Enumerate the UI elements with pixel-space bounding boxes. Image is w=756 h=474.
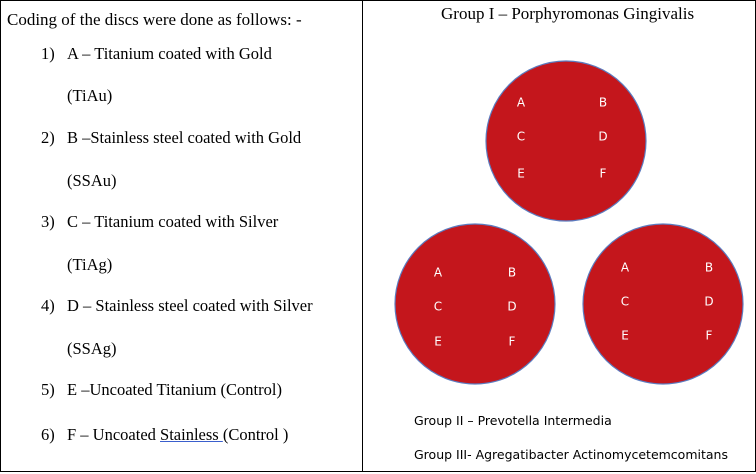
disc-label-d: D — [598, 129, 608, 144]
disc-label-a: A — [620, 260, 630, 275]
item-text: C – Titanium coated with Silver — [67, 212, 279, 231]
item-code: (TiAu) — [67, 86, 113, 105]
disc-label-c: C — [433, 299, 443, 314]
disc-diagram — [363, 1, 755, 471]
group-diagram-panel — [362, 0, 756, 472]
group-2-disc — [395, 224, 555, 384]
item-text: B –Stainless steel coated with Gold — [67, 128, 302, 147]
item-text: D – Stainless steel coated with Silver — [67, 296, 313, 315]
group-3-disc — [583, 224, 743, 384]
item-code: (SSAg) — [67, 339, 117, 358]
group-2-label: Group II – Prevotella Intermedia — [414, 413, 612, 428]
disc-label-b: B — [704, 260, 714, 275]
disc-label-c: C — [516, 129, 526, 144]
item-number: 4) — [41, 296, 55, 315]
item-text-end: (Control ) — [222, 425, 289, 444]
item-text: A – Titanium coated with Gold — [67, 44, 272, 63]
item-number: 5) — [41, 380, 55, 399]
disc-label-e: E — [434, 334, 442, 349]
disc-label-f: F — [599, 166, 607, 181]
disc-label-d: D — [507, 299, 517, 314]
item-number: 2) — [41, 128, 55, 147]
item-text-start: F – Uncoated — [67, 425, 161, 444]
group-1-title: Group I – Porphyromonas Gingivalis — [441, 4, 695, 23]
item-text: E –Uncoated Titanium (Control) — [67, 380, 282, 399]
disc-label-d: D — [704, 294, 714, 309]
disc-label-a: A — [433, 265, 443, 280]
disc-label-b: B — [598, 95, 608, 110]
group-3-label: Group III- Agregatibacter Actinomycetemcomitans — [414, 447, 728, 462]
item-code: (TiAg) — [67, 255, 113, 274]
disc-label-f: F — [705, 328, 713, 343]
item-code: (SSAu) — [67, 171, 117, 190]
disc-label-e: E — [621, 328, 629, 343]
coding-heading: Coding of the discs were done as follows: - — [7, 10, 302, 29]
item-number: 6) — [41, 425, 55, 444]
item-text — [67, 425, 288, 445]
disc-label-e: E — [517, 166, 525, 181]
disc-label-c: C — [620, 294, 630, 309]
disc-label-f: F — [508, 334, 516, 349]
spellcheck-underlined-word: Stainless — [160, 425, 223, 444]
group-1-disc — [486, 61, 646, 221]
disc-label-b: B — [507, 265, 517, 280]
item-number: 3) — [41, 212, 55, 231]
disc-label-a: A — [516, 95, 526, 110]
disc-coding-panel — [0, 0, 363, 472]
item-number: 1) — [41, 44, 55, 63]
